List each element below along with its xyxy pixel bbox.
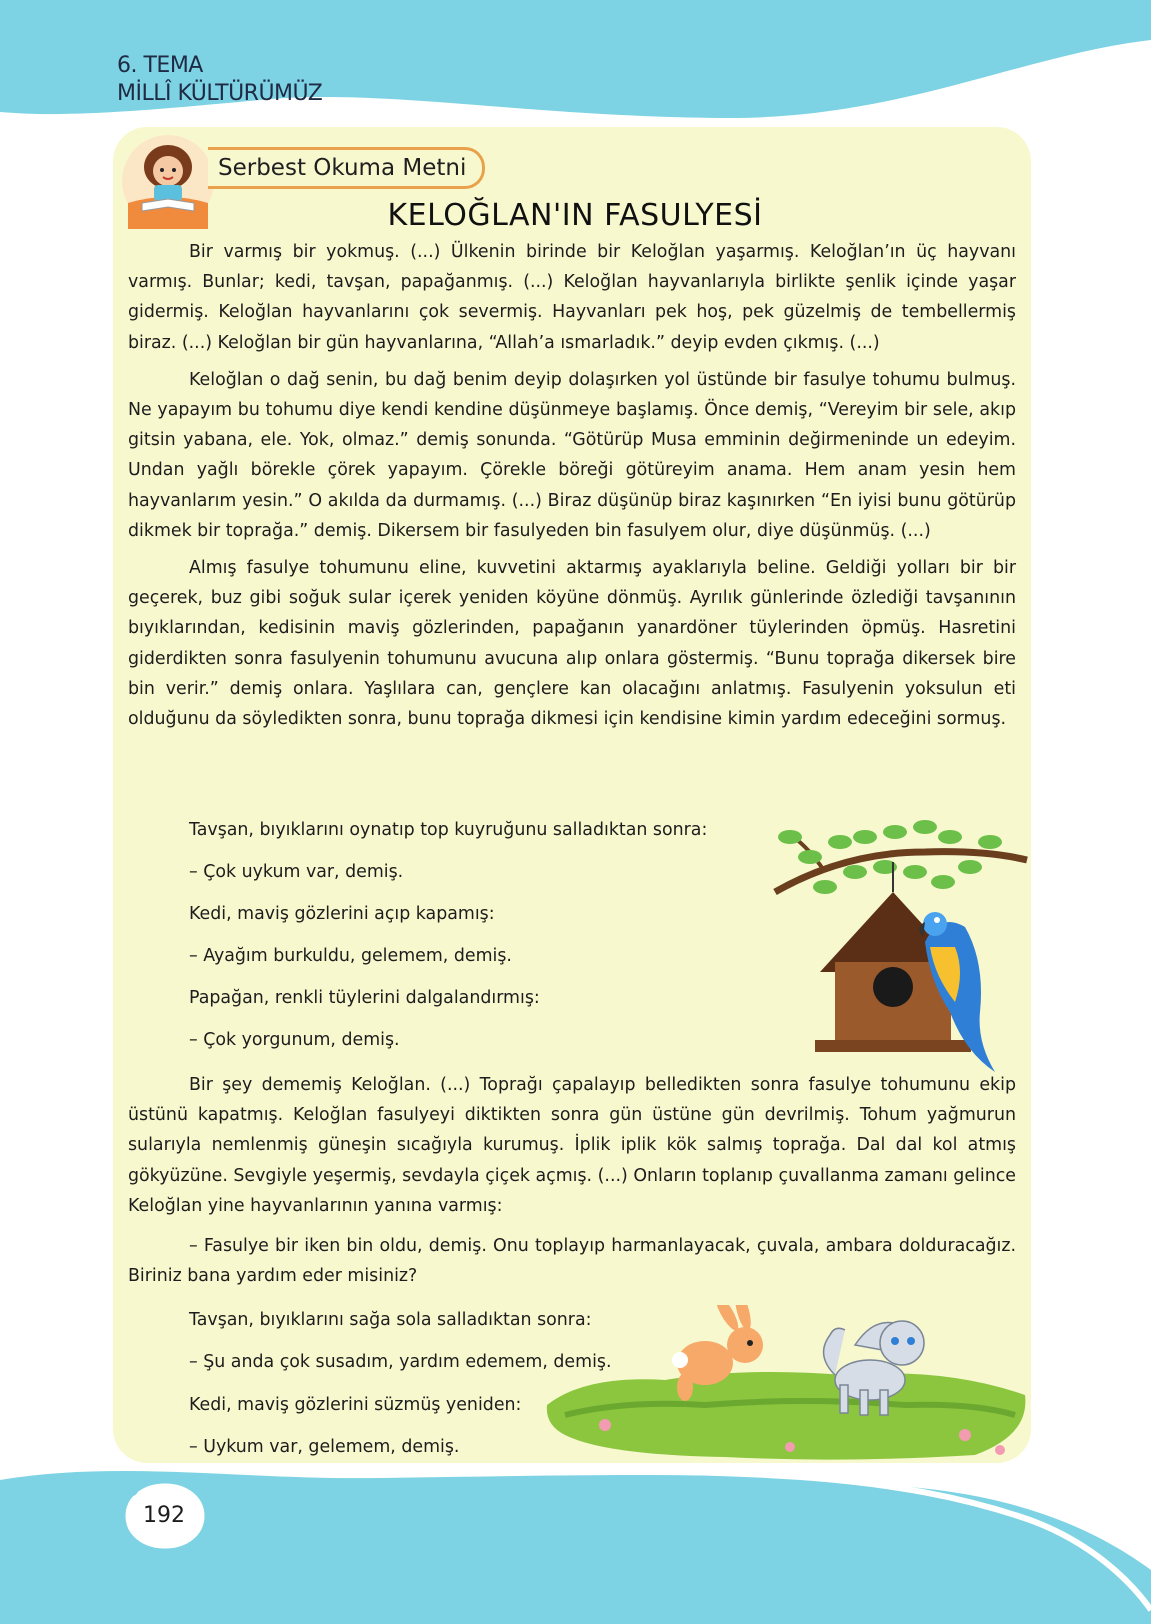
birdhouse-parrot-illustration	[765, 812, 1031, 1080]
dialogue-line: Tavşan, bıyıklarını sağa sola salladıktan sonra:	[189, 1310, 592, 1330]
story-body-2	[128, 1070, 1016, 1301]
dialogue-line: – Çok yorgunum, demiş.	[189, 1030, 400, 1050]
paragraph: – Fasulye bir iken bin oldu, demiş. Onu toplayıp harmanlayacak, çuvala, ambara dolduracağız. Biriniz bana yardım eder misiniz?	[128, 1236, 1016, 1287]
dialogue-line: Kedi, maviş gözlerini açıp kapamış:	[189, 904, 495, 924]
story-body	[128, 237, 1016, 741]
paragraph: Bir varmış bir yokmuş. (...) Ülkenin birinde bir Keloğlan yaşarmış. Keloğlan’ın üç hayvanı varmış. Bunlar; kedi, tavşan, papağanmış. (...) Keloğlan hayvanlarıyla birlikte şenlik içinde yaşar gidermiş. Keloğlan hayvanlarını çok severmiş. Hayvanları pek hoş, pek güzelmiş de tembellermiş biraz. (...) Keloğlan bir gün hayvanlarına, “Allah’a ısmarladık.” deyip evden çıkmış. (...)	[128, 242, 1016, 353]
dialogue-line: Kedi, maviş gözlerini süzmüş yeniden:	[189, 1395, 522, 1415]
theme-number: 6. TEMA	[117, 53, 203, 78]
dialogue-line: – Uykum var, gelemem, demiş.	[189, 1437, 460, 1457]
paragraph: Keloğlan o dağ senin, bu dağ benim deyip dolaşırken yol üstünde bir fasulye tohumu bulmuş. Ne yapayım bu tohumu diye kendi kendine düşünmeye başlamış. Önce demiş, “Vereyim bir sele, akıp gitsin yabana, ele. Yok, olmaz.” demiş sonunda. “Götürüp Musa emminin değirmeninde un edeyim. Undan yağlı börekle çörek yapayım. Çörekle böreği götüreyim anama. Hem anam yesin hem hayvanlarım yesin.” O akılda da durmamış. (...) Biraz düşünüp biraz kaşınırken “En iyisi bunu götürüp dikmek bir toprağa.” demiş. Dikersem bir fasulyeden bin fasulyem olur, diye düşünmüş. (...)	[128, 369, 1016, 541]
theme-name: MİLLÎ KÜLTÜRÜMÜZ	[117, 81, 323, 106]
reading-girl-icon	[120, 133, 216, 229]
paragraph: Bir şey dememiş Keloğlan. (...) Toprağı çapalayıp belledikten sonra fasulye tohumunu ekip üstünü kapatmış. Keloğlan fasulyeyi diktikten sonra gün üstüne gün devrilmiş. Tohum yağmurun sularıyla nemlenmiş güneşin sıcağıyla kurumuş. İplik iplik kök salmış toprağa. Dal dal kol atmış gökyüzüne. Sevgiyle yeşermiş, sevdayla çiçek açmış. (...) Onların toplanıp çuvallanma zamanı gelince Keloğlan yine hayvanlarının yanına varmış:	[128, 1075, 1016, 1216]
page-number: 192	[143, 1503, 185, 1528]
section-label: Serbest Okuma Metni	[208, 147, 485, 189]
rabbit-cat-illustration	[545, 1305, 1030, 1465]
dialogue-line: Tavşan, bıyıklarını oynatıp top kuyruğunu salladıktan sonra:	[189, 820, 708, 840]
paragraph: Almış fasulye tohumunu eline, kuvvetini aktarmış ayaklarıyla beline. Geldiği yolları bir bir geçerek, buz gibi soğuk sular içerek yeniden köyüne dönmüş. Ayrılık günlerinde özlediği tavşanının bıyıklarından, kedisinin maviş gözlerinden, papağanın yanardöner tüylerinden öpmüş. Hasretini giderdikten sonra fasulyenin tohumunu avucuna alıp onlara göstermiş. “Bunu toprağa dikersek bire bin verir.” demiş onlara. Yaşlılara can, gençlere kan olacağını anlatmış. Fasulyenin yoksulun eti olduğunu da söyledikten sonra, bunu toprağa dikmesi için kendisine kimin yardım edeceğini sormuş.	[128, 558, 1016, 730]
dialogue-line: – Şu anda çok susadım, yardım edemem, demiş.	[189, 1352, 612, 1372]
dialogue-line: – Çok uykum var, demiş.	[189, 862, 404, 882]
dialogue-line: – Ayağım burkuldu, gelemem, demiş.	[189, 946, 512, 966]
page-title: KELOĞLAN'IN FASULYESİ	[387, 198, 763, 233]
theme-header	[117, 52, 322, 108]
dialogue-line: Papağan, renkli tüylerini dalgalandırmış:	[189, 988, 540, 1008]
